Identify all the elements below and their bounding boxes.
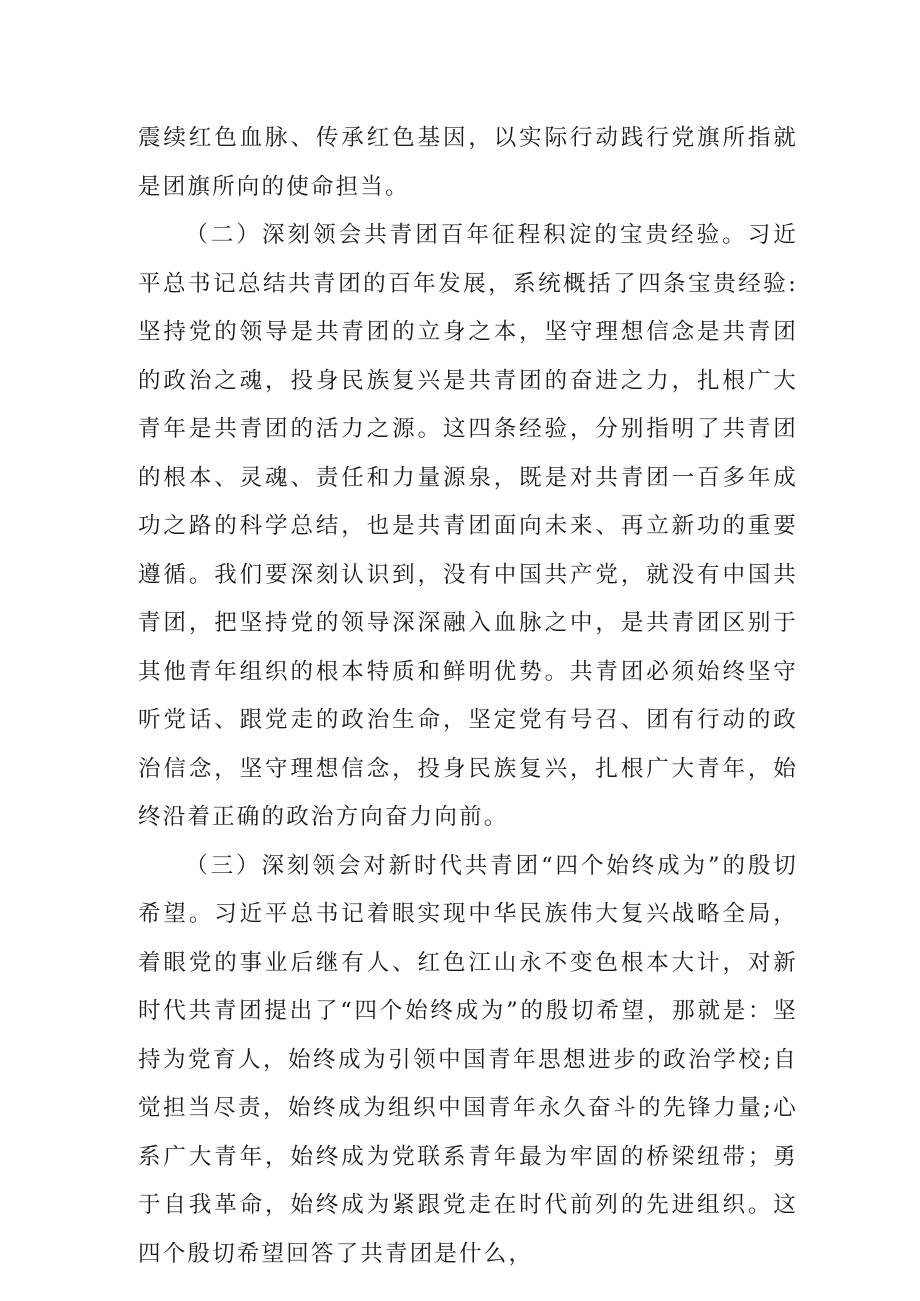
paragraph-section-three: （三）深刻领会对新时代共青团“四个始终成为”的殷切希望。习近平总书记着眼实现中华民族伟大复兴战略全局，着眼党的事业后继有人、红色江山永不变色根本大计，对新时代共青团提出了“四个始终成为”的殷切希望，那就是：坚持为党育人，始终成为引领中国青年思想进步的政治学校;自觉担当尽责，始终成为组织中国青年永久奋斗的先锋力量;心系广大青年，始终成为党联系青年最为牢固的桥梁纽带；勇于自我革命，始终成为紧跟党走在时代前列的先进组织。这四个殷切希望回答了共青团是什么，: [138, 852, 798, 1267]
paragraph-section-two: （二）深刻领会共青团百年征程积淀的宝贵经验。习近平总书记总结共青团的百年发展，系统概括了四条宝贵经验:坚持党的领导是共青团的立身之本，坚守理想信念是共青团的政治之魂，投身民族复兴是共青团的奋进之力，扎根广大青年是共青团的活力之源。这四条经验，分别指明了共青团的根本、灵魂、责任和力量源泉，既是对共青团一百多年成功之路的科学总结，也是共青团面向未来、再立新功的重要遵循。我们要深刻认识到，没有中国共产党，就没有中国共青团，把坚持党的领导深深融入血脉之中，是共青团区别于其他青年组织的根本特质和鲜明优势。共青团必须始终坚守听党话、跟党走的政治生命，坚定党有号召、团有行动的政治信念，坚守理想信念，投身民族复兴，扎根广大青年，始终沿着正确的政治方向奋力向前。: [138, 222, 798, 830]
body-text: [138, 114, 798, 1278]
paragraph-continuation: 震续红色血脉、传承红色基因，以实际行动践行党旗所指就是团旗所向的使命担当。: [138, 125, 798, 200]
